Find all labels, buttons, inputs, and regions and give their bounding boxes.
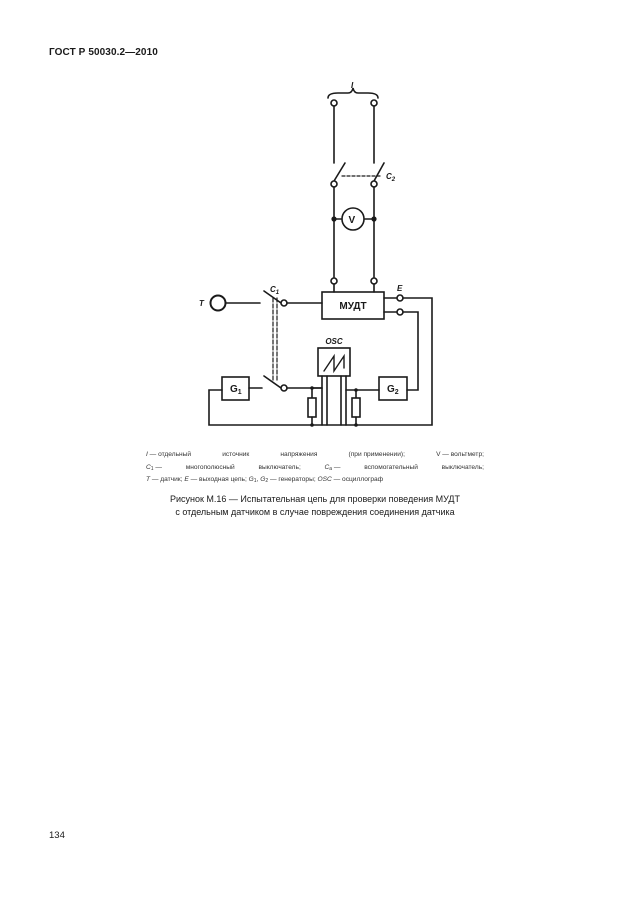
source-terminal-left bbox=[331, 100, 337, 106]
output-loop-outer bbox=[209, 298, 432, 425]
mudt-terminal-top-left bbox=[331, 278, 337, 284]
shunt-resistor-right bbox=[352, 398, 360, 417]
caption-line-1: Рисунок М.16 — Испытательная цепь для проверки поведения МУДТ bbox=[169, 494, 461, 504]
document-header: ГОСТ Р 50030.2—2010 bbox=[49, 47, 158, 58]
caption-line-2: с отдельным датчиком в случае повреждения соединения датчика bbox=[175, 507, 455, 517]
oscilloscope-trace bbox=[324, 356, 344, 371]
figure-legend bbox=[146, 449, 484, 487]
page-number: 134 bbox=[49, 830, 65, 841]
label-voltmeter: V bbox=[348, 215, 356, 226]
label-t: T bbox=[199, 299, 204, 308]
switch-c1-lower-contact bbox=[281, 385, 287, 391]
label-e: E bbox=[397, 284, 403, 293]
label-mudt: МУДТ bbox=[339, 301, 367, 312]
legend-line-1: I — отдельный источник напряжения (при применении); V — вольтметр; bbox=[146, 451, 484, 458]
switch-c1-upper-contact bbox=[281, 300, 287, 306]
label-g1: $G_1$ bbox=[230, 384, 242, 396]
sensor-t bbox=[211, 296, 226, 311]
source-terminal-right bbox=[371, 100, 377, 106]
output-terminal-e1 bbox=[397, 295, 403, 301]
mudt-terminal-top-right bbox=[371, 278, 377, 284]
switch-c2 bbox=[331, 163, 384, 187]
legend-line-2: $C_1$ — многополюсный выключатель; $C_a$ — вспомогательный выключатель; bbox=[146, 463, 484, 472]
shunt-resistor-left bbox=[308, 398, 316, 417]
label-c1: $C_1$ bbox=[270, 285, 280, 296]
output-loop-inner bbox=[403, 312, 418, 390]
label-c2: $C_2$ bbox=[386, 172, 396, 183]
label-osc: OSC bbox=[325, 337, 343, 346]
legend-line-3: T — датчик; E — выходная цепь; $G_1$, $G_2$ — генераторы; OSC — осциллограф bbox=[146, 476, 384, 484]
output-terminal-e2 bbox=[397, 309, 403, 315]
figure-caption bbox=[100, 493, 530, 519]
label-g2: $G_2$ bbox=[387, 384, 399, 396]
label-source: I bbox=[351, 81, 354, 90]
